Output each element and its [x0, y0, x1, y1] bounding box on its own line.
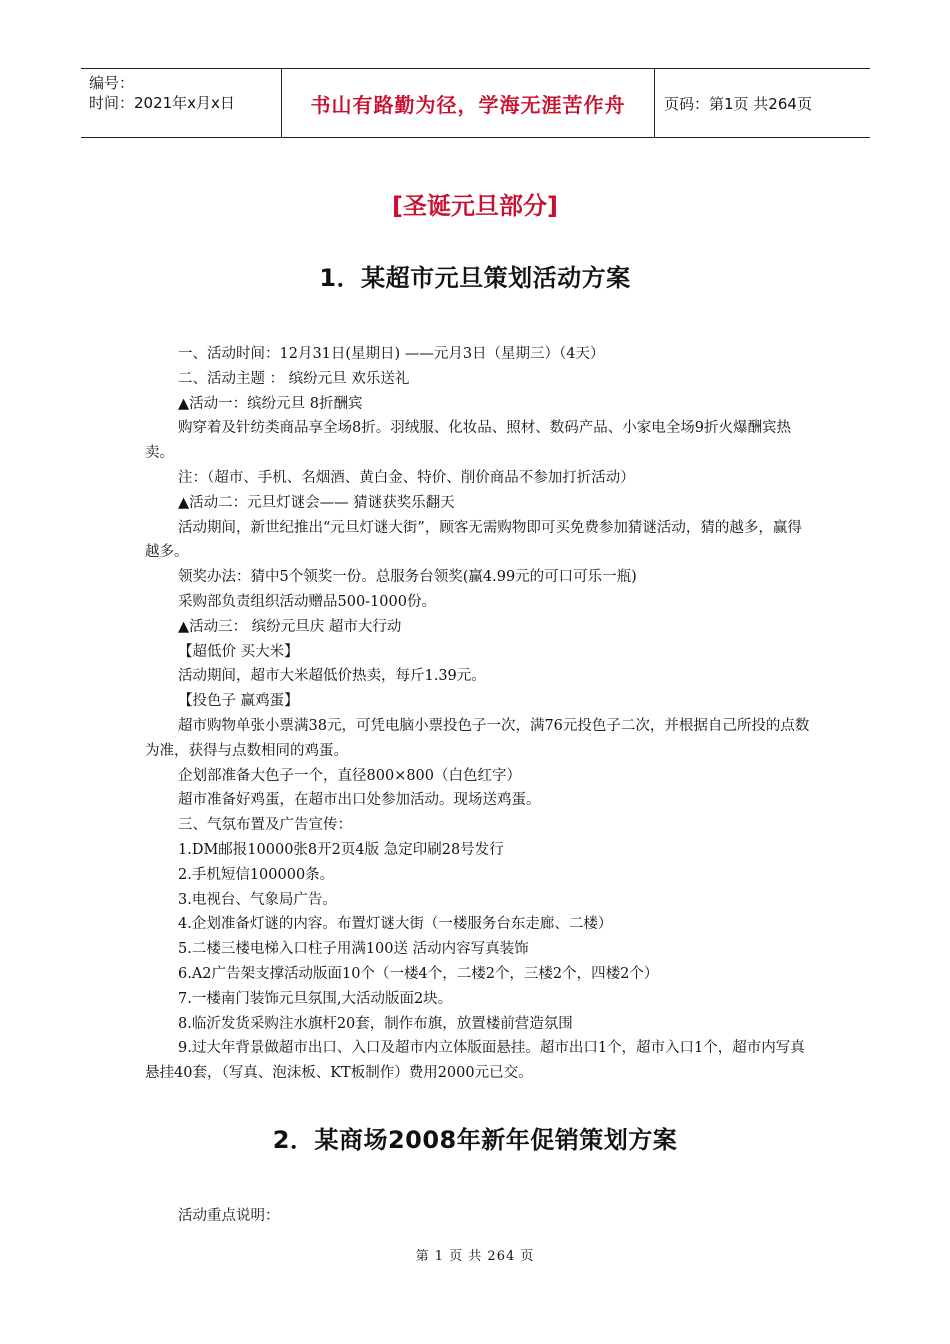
header-meta — [81, 69, 282, 137]
paragraph: 1.DM邮报10000张8开2页4版 急定印刷28号发行 — [178, 841, 504, 858]
paragraph: 企划部准备大色子一个，直径800×800（白色红字） — [178, 767, 521, 784]
paragraph: 7.一楼南门装饰元旦氛围,大活动版面2块。 — [178, 990, 453, 1007]
paragraph: 领奖办法：猜中5个领奖一份。总服务台领奖(赢4.99元的可口可乐一瓶) — [178, 569, 637, 586]
paragraph: 8.临沂发货采购注水旗杆20套，制作布旗，放置楼前营造氛围 — [178, 1015, 573, 1032]
page-header — [81, 68, 870, 138]
paragraph: 二、活动主题 ： 缤纷元旦 欢乐送礼 — [178, 370, 410, 387]
paragraph: 采购部负责组织活动赠品500-1000份。 — [178, 593, 436, 610]
article-2-body — [145, 1204, 810, 1229]
paragraph: 活动期间，超市大米超低价热卖，每斤1.39元。 — [178, 668, 486, 685]
header-number-label: 编号： — [89, 74, 135, 92]
paragraph: 6.A2广告架支撑活动版面10个（一楼4个，二楼2个，三楼2个，四楼2个） — [178, 965, 659, 982]
paragraph: 活动重点说明： — [178, 1208, 280, 1224]
page-footer: 第 1 页 共 264 页 — [415, 1249, 535, 1264]
paragraph: 9.过大年背景做超市出口、入口及超市内立体版面悬挂。超市出口1个，超市入口1个，超市内写真悬挂40套，（写真、泡沫板、KT板制作）费用2000元已交。 — [145, 1040, 805, 1082]
paragraph: 2.手机短信100000条。 — [178, 866, 335, 883]
header-page-info: 页码：第1页 共264页 — [664, 94, 812, 113]
paragraph: ▲活动三： 缤纷元旦庆 超市大行动 — [178, 618, 402, 635]
paragraph: 5.二楼三楼电梯入口柱子用满100送 活动内容写真装饰 — [178, 941, 529, 958]
paragraph: ▲活动一：缤纷元旦 8折酬宾 — [178, 395, 363, 412]
paragraph: 活动期间，新世纪推出“元旦灯谜大街”，顾客无需购物即可买免费参加猜谜活动，猜的越多，赢得越多。 — [145, 519, 802, 561]
header-motto: 书山有路勤为径，学海无涯苦作舟 — [282, 69, 655, 137]
section-title: [圣诞元旦部分] — [392, 192, 558, 220]
paragraph: ▲活动二：元旦灯谜会—— 猜谜获奖乐翻天 — [178, 494, 455, 511]
paragraph: 4.企划准备灯谜的内容。布置灯谜大街（一楼服务台东走廊、二楼） — [178, 916, 613, 933]
paragraph: 一、活动时间：12月31日(星期日) ——元月3日（星期三）（4天） — [178, 346, 605, 362]
article-1-body — [145, 342, 810, 1086]
paragraph: 超市准备好鸡蛋，在超市出口处参加活动。现场送鸡蛋。 — [178, 792, 541, 809]
header-date: 时间：2021年x月x日 — [89, 94, 235, 112]
paragraph: 注：（超市、手机、名烟酒、黄白金、特价、削价商品不参加打折活动） — [178, 469, 635, 486]
paragraph: 超市购物单张小票满38元，可凭电脑小票投色子一次，满76元投色子二次，并根据自己所投的点数为准，获得与点数相同的鸡蛋。 — [145, 717, 810, 759]
paragraph: 三、气氛布置及广告宣传： — [178, 817, 352, 834]
paragraph: 【投色子 赢鸡蛋】 — [178, 693, 299, 710]
article-1-title: 1．某超市元旦策划活动方案 — [319, 264, 631, 292]
article-2-title: 2．某商场2008年新年促销策划方案 — [272, 1126, 678, 1154]
paragraph: 【超低价 买大米】 — [178, 643, 299, 660]
paragraph: 3.电视台、气象局广告。 — [178, 891, 337, 908]
paragraph: 购穿着及针纺类商品享全场8折。羽绒服、化妆品、照材、数码产品、小家电全场9折火爆酬宾热卖。 — [145, 420, 791, 462]
